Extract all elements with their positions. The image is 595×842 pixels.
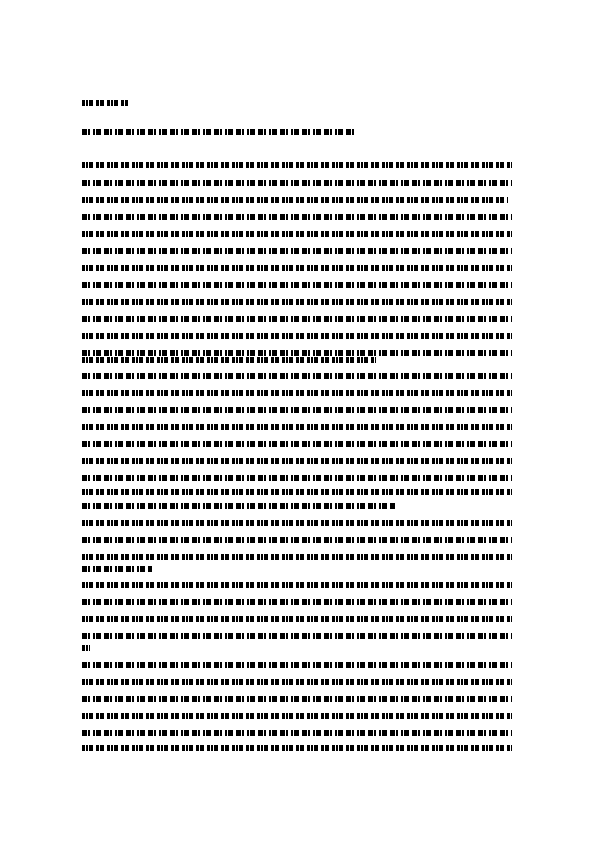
text-line (82, 248, 512, 254)
text-line (82, 350, 512, 356)
text-line (82, 333, 512, 339)
text-line (82, 616, 512, 622)
text-line (82, 554, 512, 560)
text-line (82, 489, 512, 495)
text-line (82, 282, 512, 288)
text-line (82, 645, 90, 651)
text-line (82, 231, 512, 237)
text-line (82, 162, 512, 168)
header-mark (82, 100, 128, 106)
text-line (82, 197, 508, 203)
text-line (82, 214, 512, 220)
text-line (82, 599, 512, 605)
text-line (82, 407, 512, 413)
text-line (82, 679, 512, 685)
text-line (82, 475, 512, 481)
text-line (82, 633, 512, 639)
text-line (82, 458, 512, 464)
document-title (82, 129, 354, 135)
text-line (82, 299, 512, 305)
text-line (82, 537, 512, 543)
text-line (82, 424, 512, 430)
text-line (82, 357, 376, 363)
text-line (82, 696, 512, 702)
text-line (82, 745, 512, 751)
text-line (82, 390, 512, 396)
text-line (82, 582, 512, 588)
text-line (82, 373, 512, 379)
text-line (82, 265, 512, 271)
text-line (82, 441, 512, 447)
text-line (82, 503, 396, 509)
text-line (82, 662, 512, 668)
text-line (82, 713, 512, 719)
text-line (82, 180, 512, 186)
text-line (82, 316, 512, 322)
text-line (82, 730, 512, 736)
text-line (82, 520, 512, 526)
text-line (82, 566, 152, 572)
